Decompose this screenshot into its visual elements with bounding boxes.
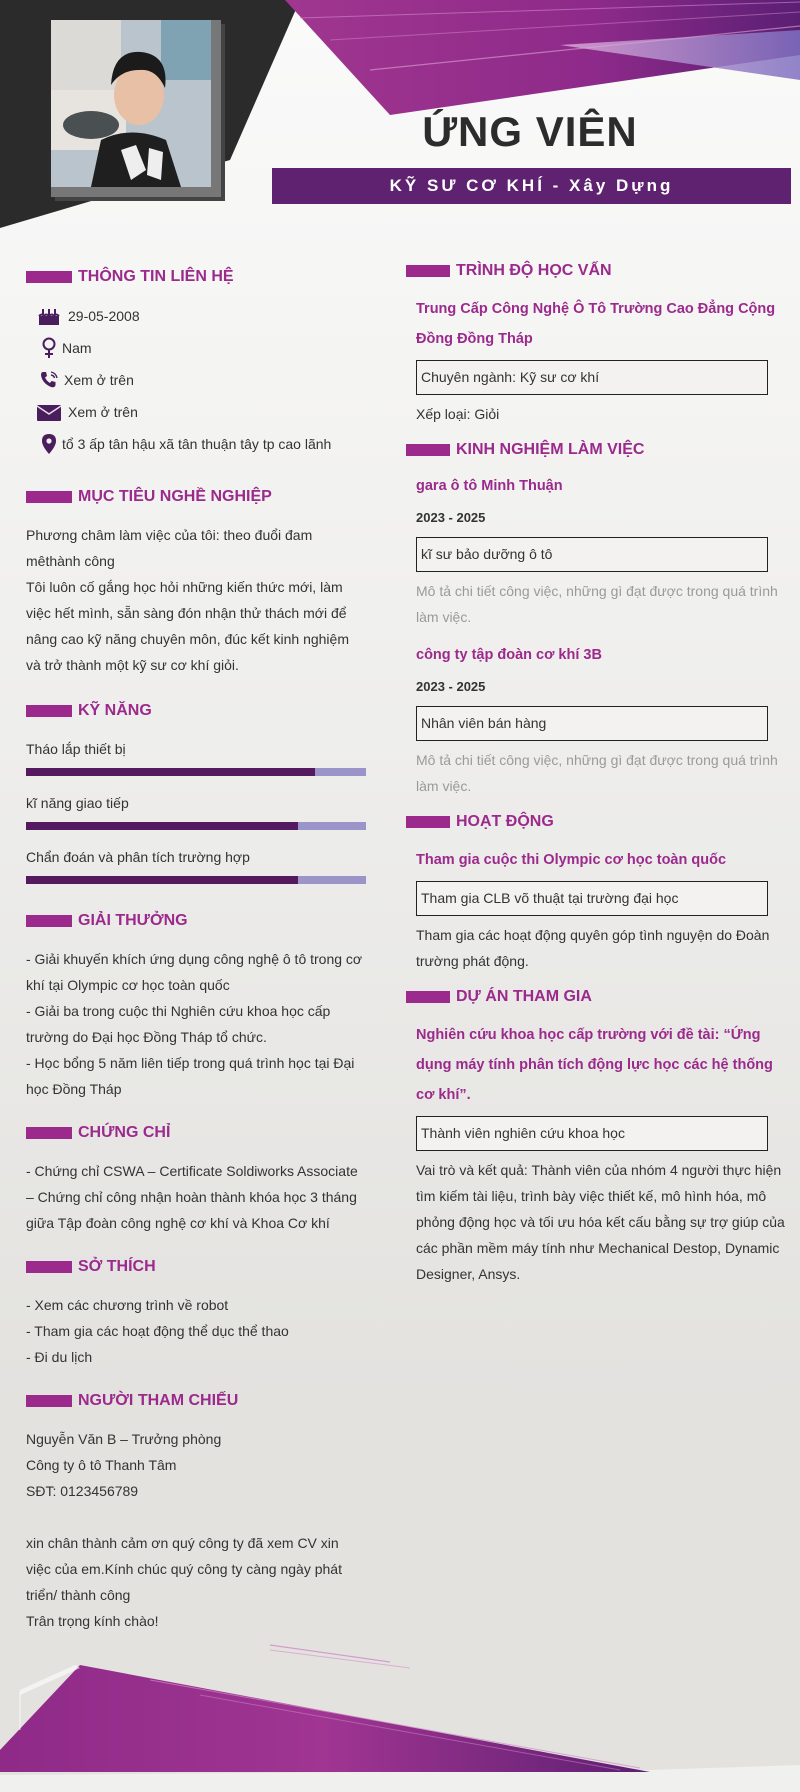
section-title-hobbies xyxy=(26,1252,366,1282)
activities-entry xyxy=(406,845,786,974)
objective-line: Phương châm làm việc của tôi: theo đuổi đam mêthành công xyxy=(26,527,313,569)
certificate-line: – Chứng chỉ công nhận hoàn thành khóa học 3 tháng giữa Tập đoàn công nghệ cơ khí và Khoa Cơ khí xyxy=(26,1189,357,1231)
title-bar xyxy=(26,705,72,717)
section-title-references xyxy=(26,1386,366,1416)
title-bar xyxy=(406,444,450,456)
contact-phone xyxy=(26,364,366,396)
avatar xyxy=(51,20,211,187)
section-title-experience xyxy=(406,435,786,465)
section-label: CHỨNG CHỈ xyxy=(78,1124,171,1141)
company-name: gara ô tô Minh Thuận xyxy=(416,478,563,494)
title-bar xyxy=(26,1395,72,1407)
hobby-line: - Đi du lịch xyxy=(26,1349,93,1365)
section-label: KỸ NĂNG xyxy=(78,702,152,719)
certificate-line: - Chứng chỉ CSWA – Certificate Soldiworks Associate xyxy=(26,1163,358,1179)
contact-text: tổ 3 ấp tân hậu xã tân thuận tây tp cao lãnh xyxy=(62,436,332,452)
section-label: KINH NGHIỆM LÀM VIỆC xyxy=(456,441,645,458)
contact-list xyxy=(26,300,366,460)
title-bar xyxy=(406,991,450,1003)
section-label: TRÌNH ĐỘ HỌC VẤN xyxy=(456,262,612,279)
section-label: SỞ THÍCH xyxy=(78,1258,156,1275)
section-title-certificates xyxy=(26,1118,366,1148)
title-bar xyxy=(26,1261,72,1273)
objective-text xyxy=(26,522,366,678)
title-bar xyxy=(406,265,450,277)
phone-icon xyxy=(36,370,62,390)
closing-line: Trân trọng kính chào! xyxy=(26,1613,159,1629)
school-name: Trung Cấp Công Nghệ Ô Tô Trường Cao Đẳng Cộng Đồng Đồng Tháp xyxy=(416,301,776,347)
title-bar xyxy=(26,1127,72,1139)
education-entry xyxy=(406,294,786,427)
company-name: công ty tập đoàn cơ khí 3B xyxy=(416,647,602,663)
skill-name: Chẩn đoán và phân tích trường hợp xyxy=(26,849,250,865)
contact-text: Xem ở trên xyxy=(68,404,138,420)
contact-text: 29-05-2008 xyxy=(68,308,140,324)
skill-bar-fill xyxy=(26,768,315,776)
contact-birthday xyxy=(26,300,366,332)
job-period: 2023 - 2025 xyxy=(416,510,486,525)
location-pin-icon xyxy=(36,434,62,454)
contact-address xyxy=(26,428,366,460)
skill-bar-fill xyxy=(26,822,298,830)
certificates-text xyxy=(26,1158,366,1236)
title-bar xyxy=(26,915,72,927)
project-entry xyxy=(406,1020,786,1287)
skill-name: kĩ năng giao tiếp xyxy=(26,795,129,811)
section-title-contact xyxy=(26,262,366,292)
section-title-awards xyxy=(26,906,366,936)
female-gender-icon xyxy=(36,337,62,359)
skill-bar xyxy=(26,822,366,830)
section-label: THÔNG TIN LIÊN HỆ xyxy=(78,268,234,285)
section-label: HOẠT ĐỘNG xyxy=(456,813,554,830)
section-title-objective xyxy=(26,482,366,512)
experience-entry xyxy=(406,640,786,799)
skill-bar-fill xyxy=(26,876,298,884)
job-period: 2023 - 2025 xyxy=(416,679,486,694)
major-box: Chuyên ngành: Kỹ sư cơ khí xyxy=(416,360,768,395)
job-position-box: kĩ sư bảo dưỡng ô tô xyxy=(416,537,768,572)
profile-photo xyxy=(51,20,221,197)
skill-list xyxy=(26,736,366,884)
section-label: NGƯỜI THAM CHIẾU xyxy=(78,1392,239,1409)
activity-role-box: Tham gia CLB võ thuật tại trường đại học xyxy=(416,881,768,916)
section-label: GIẢI THƯỞNG xyxy=(78,912,188,929)
reference-line: SĐT: 0123456789 xyxy=(26,1483,139,1499)
section-title-education xyxy=(406,256,786,286)
objective-line: Tôi luôn cố gắng học hỏi những kiến thức mới, làm việc hết mình, sẵn sàng đón nhận thử thách mới để nâng cao kỹ năng chuyên môn, đúc kết kinh nghiệm và trở thành một kỹ sư cơ khí giỏi. xyxy=(26,579,349,673)
job-description: Mô tả chi tiết công việc, những gì đạt được trong quá trình làm việc. xyxy=(416,583,778,625)
candidate-name: ỨNG VIÊN xyxy=(422,108,638,155)
contact-gender xyxy=(26,332,366,364)
hobbies-text xyxy=(26,1292,366,1370)
skill-name: Tháo lắp thiết bị xyxy=(26,741,126,757)
section-title-projects xyxy=(406,982,786,1012)
title-bar xyxy=(26,491,72,503)
title-bar xyxy=(26,271,72,283)
skill-bar xyxy=(26,768,366,776)
awards-text xyxy=(26,946,366,1102)
contact-text: Nam xyxy=(62,340,92,356)
references-text xyxy=(26,1426,366,1634)
footer-decoration xyxy=(0,1620,800,1792)
award-line: - Giải khuyến khích ứng dụng công nghệ ô tô trong cơ khí tại Olympic cơ học toàn quốc xyxy=(26,951,363,993)
skill-bar xyxy=(26,876,366,884)
closing-line: xin chân thành cảm ơn quý công ty đã xem CV xin việc của em.Kính chúc quý công ty càng ngày phát triển/ thành công xyxy=(26,1535,342,1603)
project-name: Nghiên cứu khoa học cấp trường với đề tài: “Ứng dụng máy tính phân tích động lực học các hệ thống cơ khí”. xyxy=(416,1027,773,1103)
award-line: - Giải ba trong cuộc thi Nghiên cứu khoa học cấp trường do Đại học Đồng Tháp tổ chức. xyxy=(26,1003,331,1045)
award-line: - Học bổng 5 năm liên tiếp trong quá trình học tại Đại học Đồng Tháp xyxy=(26,1055,355,1097)
activity-description: Tham gia các hoạt động quyên góp tình nguyện do Đoàn trường phát động. xyxy=(416,927,770,969)
experience-entry xyxy=(406,471,786,630)
section-label: DỰ ÁN THAM GIA xyxy=(456,988,592,1005)
activity-event: Tham gia cuộc thi Olympic cơ học toàn quốc xyxy=(416,852,727,868)
job-title-banner: KỸ SƯ CƠ KHÍ - Xây Dựng xyxy=(272,168,791,204)
job-description: Mô tả chi tiết công việc, những gì đạt được trong quá trình làm việc. xyxy=(416,752,778,794)
envelope-icon xyxy=(36,403,62,420)
reference-line: Nguyễn Văn B – Trưởng phòng xyxy=(26,1431,222,1447)
job-position-box: Nhân viên bán hàng xyxy=(416,706,768,741)
section-title-skills xyxy=(26,696,366,726)
project-role-box: Thành viên nghiên cứu khoa học xyxy=(416,1116,768,1151)
grade-text: Xếp loại: Giỏi xyxy=(416,406,500,422)
right-column xyxy=(406,262,786,1287)
contact-email xyxy=(26,396,366,428)
contact-text: Xem ở trên xyxy=(64,372,134,388)
section-label: MỤC TIÊU NGHỀ NGHIỆP xyxy=(78,488,272,505)
project-description: Vai trò và kết quả: Thành viên của nhóm 4 người thực hiện tìm kiếm tài liệu, trình bày việc thiết kế, mô hình hóa, mô phỏng động học và tối ưu hóa kết cấu bằng sự trợ giúp của các phần mềm máy tính như Mechanical Destop, Dynamic Designer, Ansys. xyxy=(416,1162,785,1282)
title-bar xyxy=(406,816,450,828)
reference-line: Công ty ô tô Thanh Tâm xyxy=(26,1457,177,1473)
birthday-cake-icon xyxy=(36,306,62,326)
hobby-line: - Tham gia các hoạt động thể dục thể thao xyxy=(26,1323,289,1339)
left-column xyxy=(26,262,366,1634)
hobby-line: - Xem các chương trình về robot xyxy=(26,1297,229,1313)
section-title-activities xyxy=(406,807,786,837)
header xyxy=(0,0,800,245)
